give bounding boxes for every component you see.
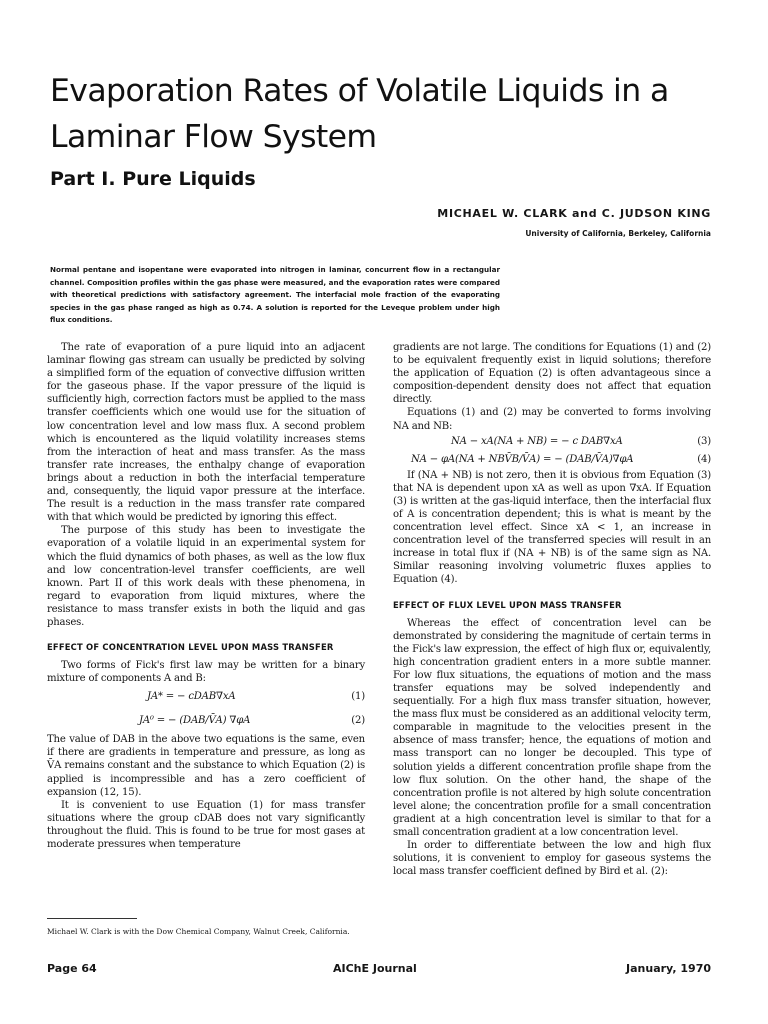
footnote: Michael W. Clark is with the Dow Chemical Company, Walnut Creek, California.: [47, 927, 350, 936]
equation-3-number: (3): [697, 435, 711, 447]
equation-3: [393, 433, 711, 451]
abstract: Normal pentane and isopentane were evaporated into nitrogen in laminar, concurrent flow in a rectangular channel. Composition profiles within the gas phase were measured, and the evaporation rates were compared with theoretical predictions with satisfactory agreement. The interfacial mole fraction of the evaporating species in the gas phase ranged as high as 0.74. A solution is reported for the Leveque problem under high flux conditions.: [50, 265, 500, 324]
footnote-rule: [47, 918, 137, 919]
journal-name: AIChE Journal: [333, 962, 417, 975]
equation-3-body: NA − xA(NA + NB) = − c DAB∇xA: [451, 435, 623, 447]
left-paragraph-5: It is convenient to use Equation (1) for mass transfer situations where the group cDAB does not vary significantly throughout the fluid. This is found to be true for most gases at moderate pressures when temperature: [47, 799, 365, 850]
left-paragraph-4: The value of DAB in the above two equations is the same, even if there are gradients in temperature and pressure, as long as V̄A remains constant and the substance to which Equation (2) is applied is incompressible and has a zero coefficient of expansion (12, 15).: [47, 734, 365, 798]
right-paragraph-5: In order to differentiate between the low and high flux solutions, it is convenient to employ for gaseous systems the local mass transfer coefficient defined by Bird et al. (2):: [393, 840, 711, 878]
left-column: [47, 341, 365, 851]
left-paragraph-2: The purpose of this study has been to investigate the evaporation of a volatile liquid in an experimental system for which the fluid dynamics of both phases, as well as the low flux and low concentration-level transfer coefficients, are well known. Part II of this work deals with these phenomena, in regard to evaporation from liquid mixtures, where the resistance to mass transfer exists in both the liquid and gas phases.: [47, 525, 365, 628]
right-paragraph-1: gradients are not large. The conditions for Equations (1) and (2) to be equivalent frequently exist in liquid solutions; therefore the application of Equation (2) is often advantageous since a composition-dependent density does not affect that equation directly.: [393, 342, 711, 406]
equation-1-number: (1): [351, 691, 365, 703]
right-column: [393, 341, 711, 878]
equation-1-body: JA* = − cDAB∇xA: [147, 691, 236, 703]
page-footer: [47, 962, 711, 978]
left-paragraph-3: Two forms of Fick's first law may be written for a binary mixture of components A and B:: [47, 660, 365, 685]
section-heading-concentration: EFFECT OF CONCENTRATION LEVEL UPON MASS TRANSFER: [47, 642, 334, 653]
right-paragraph-3: If (NA + NB) is not zero, then it is obvious from Equation (3) that NA is dependent upon xA as well as upon ∇xA. If Equation (3) is written at the gas-liquid interface, then the interfacial flux of A is concentration dependent; this is what is meant by the concentration level effect. Since xA < 1, an increase in concentration level of the transferred species will result in an increase in total flux if (NA + NB) is of the same sign as NA. Similar reasoning involving volumetric fluxes applies to Equation (4).: [393, 469, 711, 586]
equation-1: [47, 685, 365, 709]
article-subtitle: Part I. Pure Liquids: [50, 168, 256, 190]
equation-2-number: (2): [351, 715, 365, 727]
section-heading-flux: EFFECT OF FLUX LEVEL UPON MASS TRANSFER: [393, 599, 622, 610]
issue-date: January, 1970: [626, 962, 711, 975]
authors: MICHAEL W. CLARK and C. JUDSON KING: [437, 207, 711, 220]
equation-4-number: (4): [697, 453, 711, 465]
left-paragraph-1: The rate of evaporation of a pure liquid into an adjacent laminar flowing gas stream can usually be predicted by solving a simplified form of the equation of convective diffusion written for the gaseous phase. If the vapor pressure of the liquid is sufficiently high, correction factors must be applied to the mass transfer coefficients which one would use for the situation of low concentration level and low mass flux. A second problem which is encountered as the liquid volatility increases stems from the interaction of heat and mass transfer. As the mass transfer rate increases, the enthalpy change of evaporation brings about a reduction in both the interfacial temperature and, consequently, the liquid vapor pressure at the interface. The result is a reduction in the mass transfer rate compared with that which would be predicted by ignoring this effect.: [47, 342, 365, 524]
equation-4-body: NA − φA(NA + NBV̄B/V̄A) = − (DAB/V̄A)∇φA: [411, 453, 634, 465]
page-number: Page 64: [47, 962, 97, 975]
affiliation: University of California, Berkeley, California: [525, 229, 711, 238]
equation-2-body: JA⁰ = − (DAB/V̄A) ∇φA: [139, 715, 251, 727]
article-title: Evaporation Rates of Volatile Liquids in a Laminar Flow System: [50, 73, 669, 155]
equation-4: [393, 451, 711, 469]
equation-2: [47, 709, 365, 733]
right-paragraph-2: Equations (1) and (2) may be converted to forms involving NA and NB:: [393, 407, 711, 432]
right-paragraph-4: Whereas the effect of concentration level can be demonstrated by considering the magnitude of certain terms in the Fick's law expression, the effect of high flux or, equivalently, high concentration gradient enters in a more subtle manner. For low flux situations, the equations of motion and the mass transfer equations may be solved independently and sequentially. For a high flux mass transfer situation, however, the mass flux must be considered as an additional velocity term, comparable in magnitude to the velocities present in the absence of mass transfer; hence, the equations of motion and mass transport can no longer be decoupled. This type of solution yields a different concentration profile shape from the low flux solution. On the other hand, the shape of the concentration profile is not altered by high solute concentration level alone; the concentration profile for a small concentration gradient at a high concentration level is similar to that for a small concentration gradient at a low concentration level.: [393, 617, 711, 838]
